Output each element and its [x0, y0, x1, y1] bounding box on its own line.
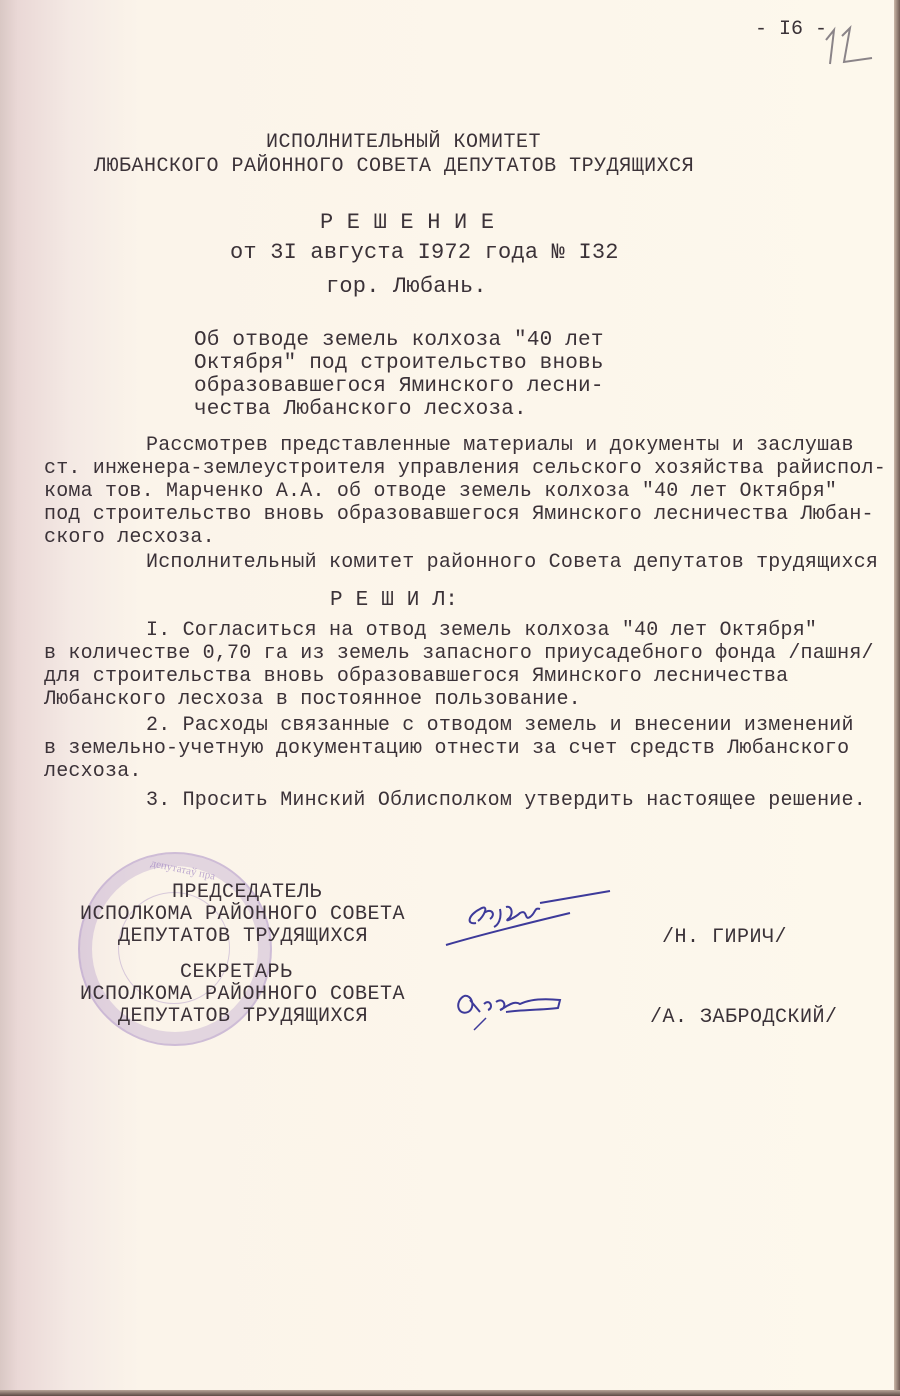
- resolved-heading: Р Е Ш И Л:: [330, 589, 459, 612]
- chairman-title: ИСПОЛКОМА РАЙОННОГО СОВЕТА: [80, 903, 406, 926]
- secretary-signature-icon: [450, 980, 580, 1035]
- subject-line: чества Любанского лесхоза.: [194, 398, 527, 421]
- chairman-name: /Н. ГИРИЧ/: [662, 926, 788, 949]
- preamble-line: ского лесхоза.: [44, 526, 215, 549]
- secretary-title: ДЕПУТАТОВ ТРУДЯЩИХСЯ: [118, 1005, 369, 1028]
- secretary-name: /А. ЗАБРОДСКИЙ/: [650, 1006, 838, 1029]
- stamp-text: депутатаў пра: [149, 857, 217, 883]
- item-2-line: 2. Расходы связанные с отводом земель и внесении изменений: [146, 714, 854, 737]
- decision-title: Р Е Ш Е Н И Е: [320, 210, 495, 235]
- secretary-title: СЕКРЕТАРЬ: [180, 961, 293, 984]
- item-1-line: для строительства вновь образовавшегося Яминского лесничества: [44, 665, 789, 688]
- page-edge-bottom: [0, 1390, 900, 1396]
- date-line: от 3I августа I972 года № I32: [230, 240, 619, 265]
- chairman-title: ДЕПУТАТОВ ТРУДЯЩИХСЯ: [118, 925, 369, 948]
- item-2-line: в земельно-учетную документацию отнести за счет средств Любанского: [44, 737, 850, 760]
- subject-line: образовавшегося Яминского лесни-: [194, 375, 604, 398]
- header-line-1: ИСПОЛНИТЕЛЬНЫЙ КОМИТЕТ: [266, 131, 542, 154]
- item-1-line: I. Согласиться на отвод земель колхоза "40 лет Октября": [146, 619, 818, 642]
- preamble-line: под строительство вновь образовавшегося Яминского лесничества Любан-: [44, 503, 874, 526]
- preamble-line: Рассмотрев представленные материалы и документы и заслушав: [146, 434, 854, 457]
- item-1-line: в количестве 0,70 га из земель запасного приусадебного фонда /пашня/: [44, 642, 874, 665]
- item-2-line: лесхоза.: [44, 760, 142, 783]
- place-line: гор. Любань.: [326, 274, 487, 299]
- page-number-typed: - I6 -: [755, 18, 828, 41]
- preamble-line: ст. инженера-землеустроителя управления сельского хозяйства райиспол-: [44, 457, 886, 480]
- secretary-title: ИСПОЛКОМА РАЙОННОГО СОВЕТА: [80, 983, 406, 1006]
- preamble-line: кома тов. Марченко А.А. об отводе земель колхоза "40 лет Октября": [44, 480, 838, 503]
- chairman-signature-icon: [440, 885, 620, 955]
- item-1-line: Любанского лесхоза в постоянное пользование.: [44, 688, 581, 711]
- subject-line: Октября" под строительство вновь: [194, 352, 604, 375]
- handwritten-page-number-icon: [820, 22, 880, 72]
- item-3-line: 3. Просить Минский Облисполком утвердить настоящее решение.: [146, 789, 866, 812]
- header-line-2: ЛЮБАНСКОГО РАЙОННОГО СОВЕТА ДЕПУТАТОВ ТРУДЯЩИХСЯ: [94, 155, 695, 178]
- subject-line: Об отводе земель колхоза "40 лет: [194, 329, 604, 352]
- committee-line: Исполнительный комитет районного Совета депутатов трудящихся: [146, 551, 879, 574]
- chairman-title: ПРЕДСЕДАТЕЛЬ: [172, 881, 323, 904]
- page-edge-right: [894, 0, 900, 1396]
